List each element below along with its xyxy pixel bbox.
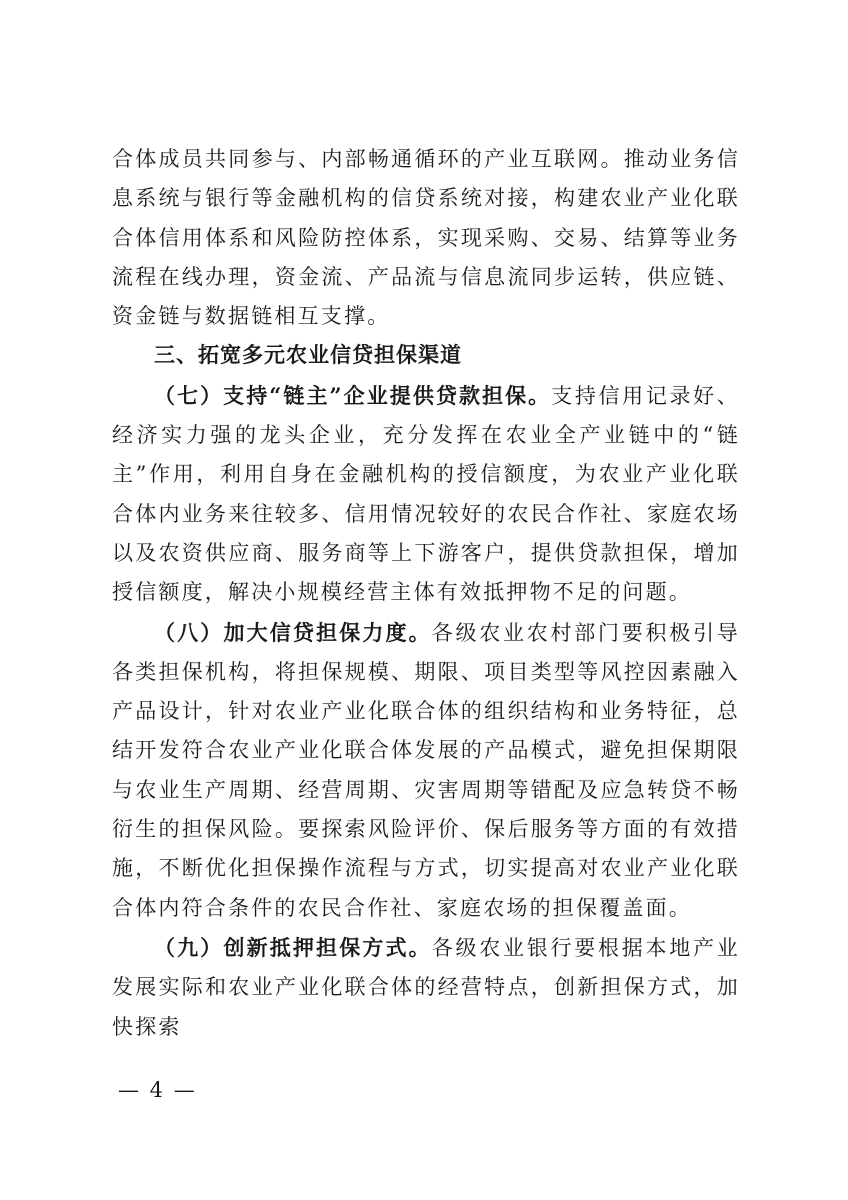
paragraph-item-9 bbox=[112, 928, 740, 1047]
paragraph-item-7 bbox=[112, 376, 740, 613]
item-9-lead: （九）创新抵押担保方式。 bbox=[154, 934, 432, 960]
section-heading: 三、拓宽多元农业信贷担保渠道 bbox=[154, 343, 462, 368]
item-8-lead: （八）加大信贷担保力度。 bbox=[154, 619, 432, 645]
item-8-text: 各级农业农村部门要积极引导各类担保机构，将担保规模、期限、项目类型等风控因素融入产品设计，针对农业产业化联合体的组织结构和业务特征，总结开发符合农业产业化联合体发展的产品模式，避免担保期限与农业生产周期、经营周期、灾害周期等错配及应急转贷不畅衍生的担保风险。要探索风险评价、保后服务等方面的有效措施，不断优化担保操作流程与方式，切实提高对农业产业化联合体内符合条件的农民合作社、家庭农场的担保覆盖面。 bbox=[112, 620, 740, 920]
item-9-text: 各级农业银行要根据本地产业发展实际和农业产业化联合体的经营特点，创新担保方式，加快探索 bbox=[112, 935, 740, 1039]
body-text bbox=[112, 140, 740, 1047]
item-7-lead: （七）支持“链主”企业提供贷款担保。 bbox=[154, 382, 552, 408]
paragraph-item-8 bbox=[112, 613, 740, 928]
paragraph-continuation: 合体成员共同参与、内部畅通循环的产业互联网。推动业务信息系统与银行等金融机构的信贷系统对接，构建农业产业化联合体信用体系和风险防控体系，实现采购、交易、结算等业务流程在线办理，资金流、产品流与信息流同步运转，供应链、资金链与数据链相互支撑。 bbox=[112, 147, 740, 329]
page-number: — 4 — bbox=[118, 1078, 197, 1102]
item-7-text: 支持信用记录好、经济实力强的龙头企业，充分发挥在农业全产业链中的“链主”作用，利用自身在金融机构的授信额度，为农业产业化联合体内业务来往较多、信用情况较好的农民合作社、家庭农场以及农资供应商、服务商等上下游客户，提供贷款担保，增加授信额度，解决小规模经营主体有效抵押物不足的问题。 bbox=[112, 383, 740, 605]
